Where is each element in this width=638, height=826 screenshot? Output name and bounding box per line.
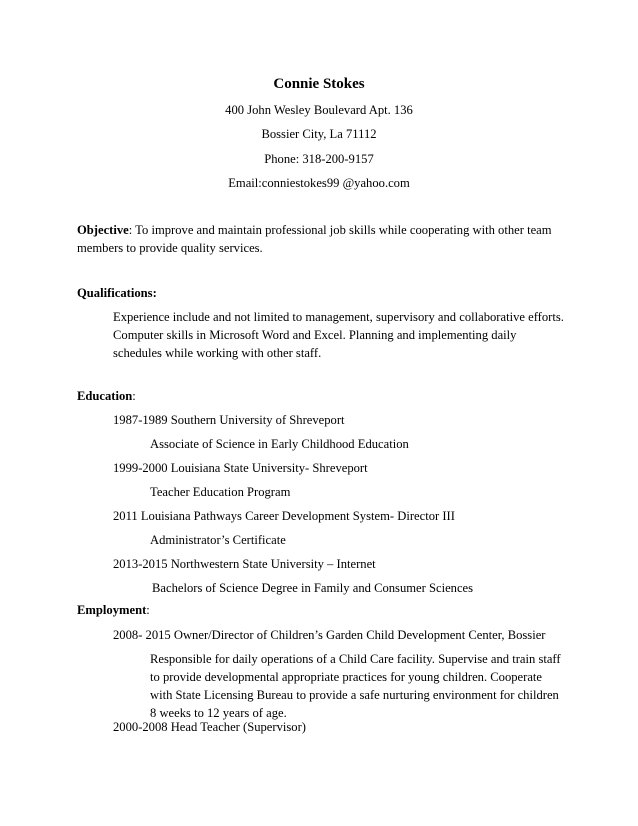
education-entry: 1999-2000 Louisiana State University- Shreveport bbox=[113, 461, 368, 475]
education-entry-detail: Administrator’s Certificate bbox=[150, 533, 286, 547]
employment-heading-colon: : bbox=[146, 603, 150, 617]
address-line-2: Bossier City, La 71112 bbox=[261, 127, 377, 141]
objective-line-2: members to provide quality services. bbox=[77, 241, 263, 255]
education-entry: 2011 Louisiana Pathways Career Development System- Director III bbox=[113, 509, 455, 523]
education-entry: 1987-1989 Southern University of Shreveport bbox=[113, 413, 345, 427]
email-line: Email:conniestokes99 @yahoo.com bbox=[228, 176, 410, 190]
job-description-line: Responsible for daily operations of a Child Care facility. Supervise and train staff bbox=[150, 652, 561, 666]
objective-text: : To improve and maintain professional job skills while cooperating with other team bbox=[128, 223, 552, 237]
education-entry-detail: Bachelors of Science Degree in Family and Consumer Sciences bbox=[152, 581, 474, 595]
job-description-line: with State Licensing Bureau to provide a safe nurturing environment for children bbox=[150, 688, 559, 702]
qualifications-line: schedules while working with other staff. bbox=[113, 346, 322, 360]
education-heading: Education bbox=[77, 389, 133, 403]
employment-job-title: 2000-2008 Head Teacher (Supervisor) bbox=[113, 720, 306, 734]
objective-line-1 bbox=[77, 221, 552, 239]
education-heading-colon: : bbox=[132, 389, 136, 403]
education-heading-line bbox=[77, 389, 136, 404]
candidate-name: Connie Stokes bbox=[273, 76, 365, 92]
objective-section bbox=[77, 221, 552, 257]
qualifications-line: Computer skills in Microsoft Word and Excel. Planning and implementing daily bbox=[113, 328, 517, 342]
employment-heading: Employment bbox=[77, 603, 147, 617]
address-line-1: 400 John Wesley Boulevard Apt. 136 bbox=[225, 103, 413, 117]
education-entry-detail: Associate of Science in Early Childhood Education bbox=[150, 437, 409, 451]
qualifications-text bbox=[113, 308, 564, 362]
employment-job-description bbox=[150, 650, 561, 722]
qualifications-heading: Qualifications: bbox=[77, 286, 157, 300]
phone-line: Phone: 318-200-9157 bbox=[264, 152, 374, 166]
employment-job-title: 2008- 2015 Owner/Director of Children’s Garden Child Development Center, Bossier bbox=[113, 628, 546, 642]
education-entry-detail: Teacher Education Program bbox=[150, 485, 291, 499]
qualifications-line: Experience include and not limited to management, supervisory and collaborative efforts. bbox=[113, 310, 564, 324]
objective-heading: Objective bbox=[77, 223, 129, 237]
employment-heading-line bbox=[77, 603, 150, 618]
education-entry: 2013-2015 Northwestern State University – Internet bbox=[113, 557, 376, 571]
job-description-line: 8 weeks to 12 years of age. bbox=[150, 706, 287, 720]
job-description-line: to provide developmental appropriate practices for young children. Cooperate bbox=[150, 670, 543, 684]
